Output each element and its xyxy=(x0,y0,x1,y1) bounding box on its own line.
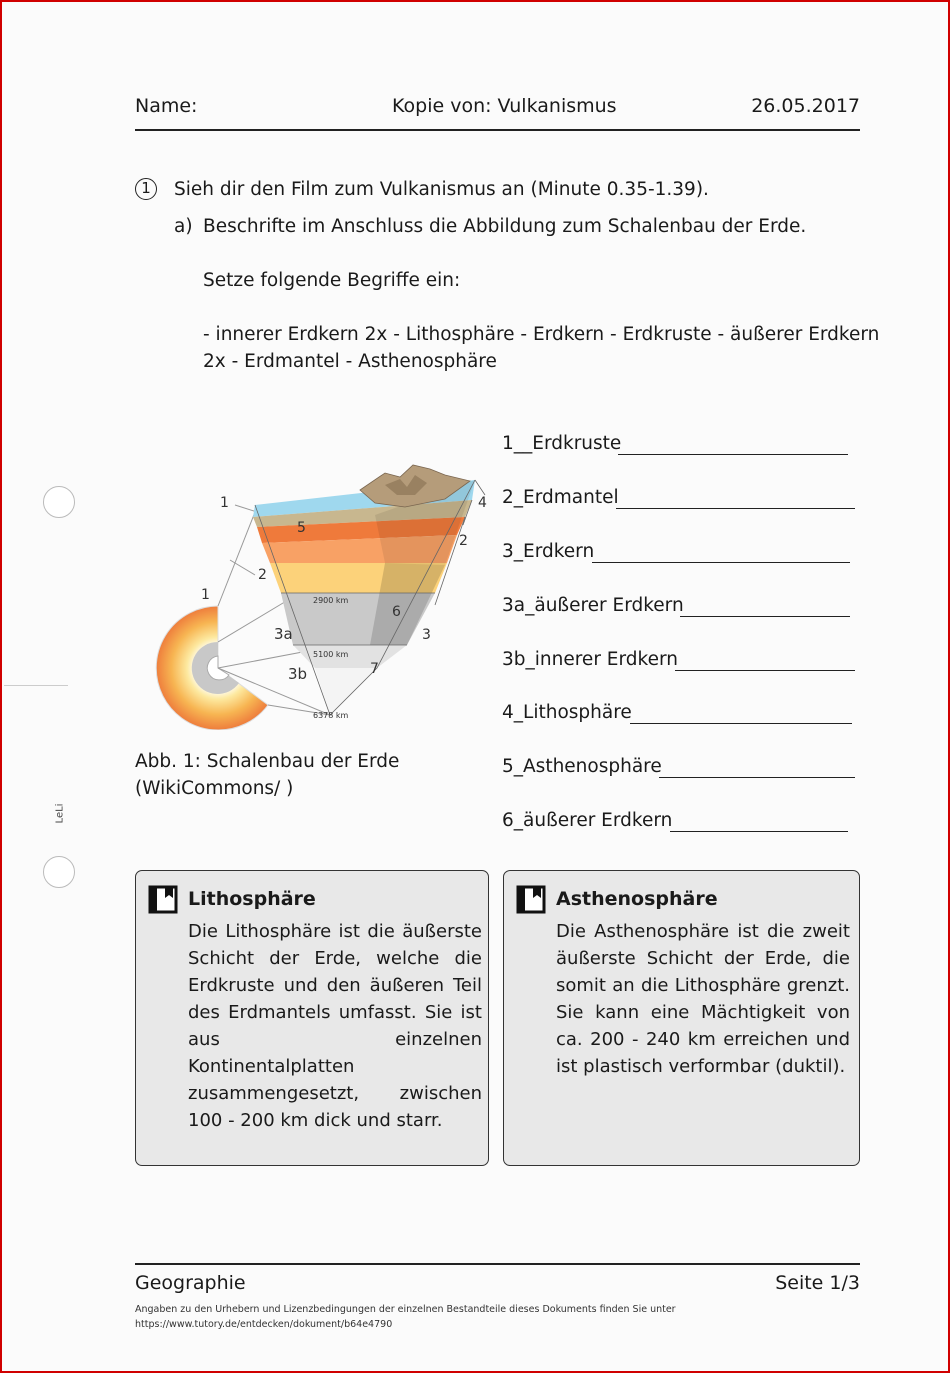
diagram-label-4: 4 xyxy=(478,495,487,511)
asthenosphere-box xyxy=(503,870,860,1166)
answer-line-5[interactable] xyxy=(675,670,855,671)
diagram-label-2b: 2 xyxy=(459,533,468,549)
terms-line-1: - innerer Erdkern 2x - Lithosphäre - Erdkern - Erdkruste - äußerer Erdkern xyxy=(203,324,880,345)
footer-note-1: Angaben zu den Urhebern und Lizenzbedingungen der einzelnen Bestandteile dieses Dokuments finden Sie unter xyxy=(135,1304,676,1315)
diagram-label-6: 6 xyxy=(392,604,401,620)
lithosphere-text: Die Lithosphäre ist die äußerste Schicht der Erde, welche die Erdkruste und den äußeren Teil des Erdmantels umfasst. Sie ist aus einzelnen Kontinentalplatten zusammengesetzt, zwischen 100 - 200 km dick und starr. xyxy=(188,921,482,1131)
punch-hole-top xyxy=(43,486,75,518)
diagram-label-5: 5 xyxy=(297,520,306,536)
book-icon xyxy=(148,884,178,914)
asthenosphere-text: Die Asthenosphäre ist die zweit äußerste Schicht der Erde, die somit an die Lithosphäre grenzt. Sie kann eine Mächtigkeit von ca. 200 - 240 km erreichen und ist plastisch verformbar (duktil). xyxy=(556,921,850,1077)
document-date: 26.05.2017 xyxy=(751,95,860,117)
earth-layers-diagram xyxy=(145,455,490,730)
depth-6378: 6378 km xyxy=(313,711,349,720)
diagram-label-3a: 3a xyxy=(274,625,293,643)
answer-line-6[interactable] xyxy=(630,723,852,724)
margin-label: LeLi xyxy=(54,803,66,824)
answer-1: 1__Erdkruste xyxy=(502,433,622,454)
answer-line-3[interactable] xyxy=(592,562,850,563)
footer-rule xyxy=(135,1263,860,1265)
answer-6: 4_Lithosphäre xyxy=(502,702,632,723)
diagram-label-3b: 3b xyxy=(288,665,308,683)
lithosphere-title: Lithosphäre xyxy=(188,888,316,910)
task-number-badge xyxy=(135,178,157,200)
punch-hole-bottom xyxy=(43,856,75,888)
diagram-label-1b: 1 xyxy=(201,587,210,603)
answer-7: 5_Asthenosphäre xyxy=(502,756,662,777)
answer-line-1[interactable] xyxy=(618,454,848,455)
answer-line-8[interactable] xyxy=(670,831,848,832)
header-rule xyxy=(135,129,860,131)
instruction: Setze folgende Begriffe ein: xyxy=(203,270,461,291)
fold-mark xyxy=(4,685,68,686)
diagram-label-3: 3 xyxy=(422,627,431,643)
answer-2: 2_Erdmantel xyxy=(502,487,619,508)
terms-line-2: 2x - Erdmantel - Asthenosphäre xyxy=(203,351,497,372)
task-intro: Sieh dir den Film zum Vulkanismus an (Minute 0.35-1.39). xyxy=(174,179,709,200)
document-title: Kopie von: Vulkanismus xyxy=(392,95,617,117)
footer-page: Seite 1/3 xyxy=(775,1272,860,1294)
footer-note-2[interactable]: https://www.tutory.de/entdecken/dokument/b64e4790 xyxy=(135,1319,393,1330)
diagram-label-2a: 2 xyxy=(258,567,267,583)
answer-8: 6_äußerer Erdkern xyxy=(502,810,673,831)
lithosphere-box xyxy=(135,870,489,1166)
answer-line-7[interactable] xyxy=(659,777,855,778)
depth-5100: 5100 km xyxy=(313,650,349,659)
task-number: 1 xyxy=(141,179,151,197)
book-icon xyxy=(516,884,546,914)
subtask-letter: a) xyxy=(174,216,193,237)
asthenosphere-title: Asthenosphäre xyxy=(556,888,718,910)
figure-caption-2: (WikiCommons/ ) xyxy=(135,778,294,799)
answer-line-2[interactable] xyxy=(616,508,855,509)
footer-subject: Geographie xyxy=(135,1272,246,1294)
subtask-text: Beschrifte im Anschluss die Abbildung zum Schalenbau der Erde. xyxy=(203,216,807,237)
diagram-label-1a: 1 xyxy=(220,495,229,511)
answer-4: 3a_äußerer Erdkern xyxy=(502,595,684,616)
depth-2900: 2900 km xyxy=(313,596,349,605)
answer-3: 3_Erdkern xyxy=(502,541,595,562)
name-label: Name: xyxy=(135,95,198,117)
answer-5: 3b_innerer Erdkern xyxy=(502,649,678,670)
figure-caption-1: Abb. 1: Schalenbau der Erde xyxy=(135,751,400,772)
diagram-label-7: 7 xyxy=(370,661,379,677)
answer-line-4[interactable] xyxy=(680,616,850,617)
